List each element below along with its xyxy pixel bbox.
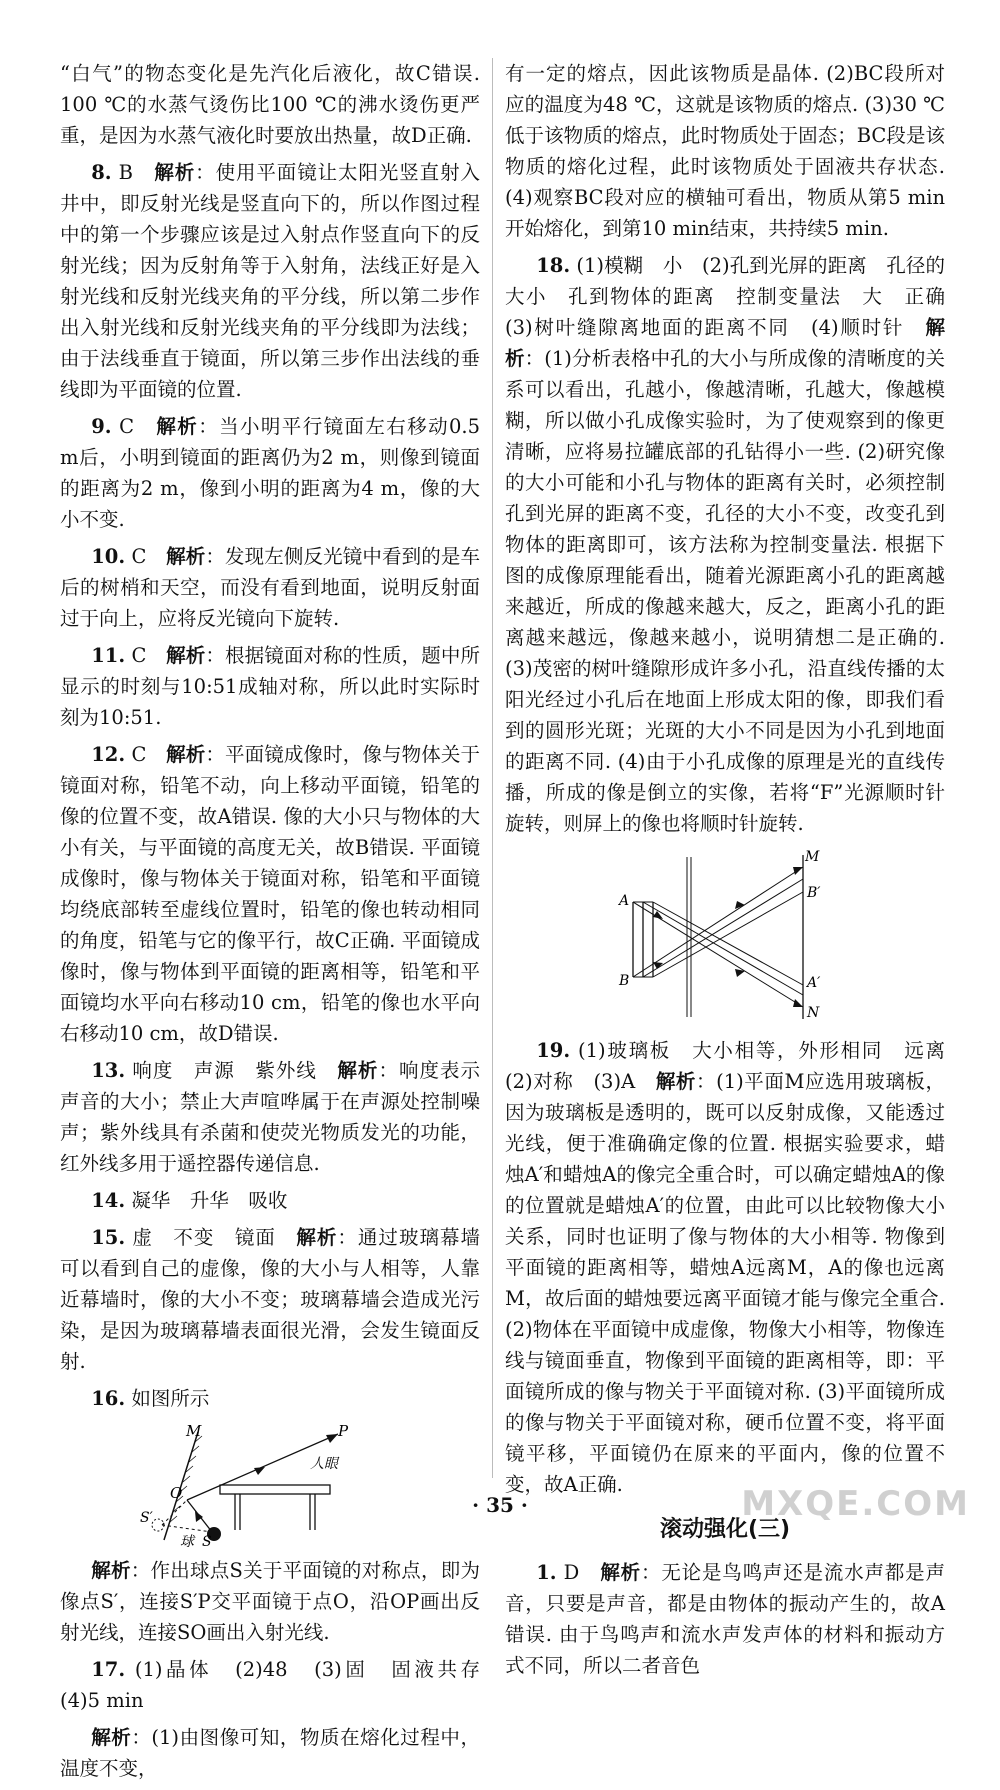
- analysis-label: 解析: [91, 1726, 132, 1749]
- q-number: 15.: [91, 1226, 126, 1249]
- answer-19: [505, 1035, 965, 1500]
- answer-15: [60, 1222, 480, 1377]
- analysis-text: ：通过玻璃幕墙可以看到自己的虚像，像的大小与人相等，人靠近幕墙时，像的大小不变；玻璃幕墙会造成光污染，是因为玻璃幕墙表面很光滑，会发生镜面反射.: [60, 1226, 480, 1373]
- q-answer: C: [131, 743, 147, 766]
- continued-paragraph: 有一定的熔点，因此该物质是晶体. (2)BC段所对应的温度为48 ℃，这就是该物质的熔点. (3)30 ℃低于该物质的熔点，此时物质处于固态；BC段是该物质的熔化过程，此时该物质处于固液共存状态. (4)观察BC段对应的横轴可看出，物质从第5 min开始熔化，到第10 min结束，共持续5 min.: [505, 62, 946, 240]
- analysis-label: 解析: [655, 1070, 696, 1093]
- q-answer: 响度 声源 紫外线: [132, 1059, 317, 1082]
- answer-9: [60, 411, 480, 535]
- analysis-text: ：(1)平面M应选用玻璃板，因为玻璃板是透明的，既可以反射成像，又能透过光线，便于准确确定像的位置. 根据实验要求，蜡烛A′和蜡烛A的像完全重合时，可以确定蜡烛A的像的位置就是蜡烛A′的位置，由此可以比较物像大小关系，同时也证明了像与物体的大小相等. 物像到平面镜的距离相等，蜡烛A远离M，A的像也远离M，故后面的蜡烛要远离平面镜才能与像完全重合. (2)物体在平面镜中成虚像，物像大小相等，物像连线与镜面垂直，物像到平面镜的距离相等，即：平面镜所成的像与物关于平面镜对称. (3)平面镜所成的像与物关于平面镜对称，硬币位置不变，将平面镜平移，平面镜仍在原来的平面内，像的位置不变，故A正确.: [505, 1070, 945, 1496]
- symmetry-line: [162, 1525, 212, 1532]
- intro-paragraph: “白气”的物态变化是先汽化后液化，故C错误. 100 ℃的水蒸气烫伤比100 ℃的沸水烫伤更严重，是因为水蒸气液化时要放出热量，故D正确.: [60, 62, 480, 147]
- label-O: O: [170, 1484, 183, 1502]
- label-B: B: [619, 973, 630, 989]
- q-number: 17.: [91, 1658, 126, 1681]
- label-A-prime: A′: [807, 975, 821, 991]
- answer-17: [60, 1654, 500, 1716]
- label-S: S: [202, 1534, 212, 1547]
- analysis-label: 解析: [600, 1561, 641, 1584]
- q-answer: (1)晶体 (2)48 (3)固 固液共存 (4)5 min: [60, 1658, 500, 1712]
- pinhole-figure: [615, 847, 835, 1027]
- q-number: 14.: [91, 1189, 126, 1212]
- q-number: 12.: [91, 743, 126, 766]
- mirror-reflection-figure: [140, 1422, 400, 1547]
- label-S-prime: S′: [140, 1510, 153, 1526]
- reflected-ray-arrowhead: [326, 1434, 338, 1443]
- section-title: 滚动强化(三): [659, 1517, 791, 1542]
- analysis-text: ：根据镜面对称的性质，题中所显示的时刻与10:51成轴对称，所以此时实际时刻为10:51.: [60, 644, 480, 729]
- right-column: [505, 58, 965, 1687]
- q-number: 19.: [536, 1039, 571, 1062]
- q-number: 9.: [91, 415, 112, 438]
- q-answer: (1)玻璃板 大小相等，外形相同 远离 (2)对称 (3)A: [505, 1039, 965, 1093]
- answer-10: [60, 541, 480, 634]
- page-number: · 35 ·: [472, 1493, 528, 1517]
- label-P: P: [338, 1422, 349, 1440]
- label-B-prime: B′: [807, 885, 821, 901]
- answer-8: [60, 157, 480, 405]
- analysis-label: 解析: [337, 1059, 379, 1082]
- answer-12: [60, 739, 480, 1049]
- ray-arrowheads: [653, 867, 803, 1007]
- analysis-text: ：(1)分析表格中孔的大小与所成像的清晰度的关系可以看出，孔越小，像越清晰，孔越大，像越模糊，所以做小孔成像实验时，为了使观察到的像更清晰，应将易拉罐底部的孔钻得小一些. (2)研究像的大小可能和小孔与物体的距离有关时，必须控制孔到光屏的距离不变，孔径的大小不变，改变孔到物体的距离即可，该方法称为控制变量法. 根据下图的成像原理能看出，随着光源距离小孔的距离越来越近，所成的像越来越大，反之，距离小孔的距离越来越远，像越来越小，说明猜想二是正确的. (3)茂密的树叶缝隙形成许多小孔，沿直线传播的太阳光经过小孔后在地面上形成太阳的像，即我们看到的圆形光斑；光斑的大小不同是因为小孔到地面的距离不同. (4)由于小孔成像的原理是光的直线传播，所成的像是倒立的实像，若将“F”光源顺时针旋转，则屏上的像也将顺时针旋转.: [505, 347, 945, 835]
- q-answer: 如图所示: [131, 1387, 210, 1410]
- label-A: A: [619, 893, 630, 909]
- analysis-label: 解析: [166, 545, 206, 568]
- analysis-text: ：当小明平行镜面左右移动0.5 m后，小明到镜面的距离仍为2 m，则像到镜面的距离为2 m，像到小明的距离为4 m，像的大小不变.: [60, 415, 481, 531]
- label-M: M: [805, 849, 820, 865]
- analysis-text: ：发现左侧反光镜中看到的是车后的树梢和天空，而没有看到地面，说明反射面过于向上，应将反光镜向下旋转.: [60, 545, 480, 630]
- analysis-label: 解析: [166, 743, 206, 766]
- analysis-label: 解析: [156, 415, 199, 438]
- analysis-text: ：(1)由图像可知，物质在熔化过程中，温度不变，: [60, 1726, 480, 1780]
- answer-16: [60, 1383, 480, 1414]
- analysis-label: 解析: [505, 316, 945, 370]
- q-answer: 虚 不变 镜面: [132, 1226, 276, 1249]
- label-eye: 人眼: [310, 1456, 338, 1472]
- analysis-text: ：作出球点S关于平面镜的对称点，即为像点S′，连接S′P交平面镜于点O，沿OP画出反射光线，连接SO画出入射光线.: [60, 1559, 480, 1644]
- answer-18: [505, 250, 965, 839]
- analysis-text: ：使用平面镜让太阳光竖直射入井中，即反射光线是竖直向下的，所以作图过程中的第一个步骤应该是过入射点作竖直向下的反射光线；因为反射角等于入射角，法线正好是入射光线和反射光线夹角的平分线，所以第二步作出入射光线和反射光线夹角的平分线即为法线；由于法线垂直于镜面，所以第三步作出法线的垂线即为平面镜的位置.: [60, 161, 480, 401]
- q-number: 11.: [91, 644, 126, 667]
- label-N: N: [807, 1005, 820, 1021]
- answer-14: [60, 1185, 480, 1216]
- q-number: 16.: [91, 1387, 126, 1410]
- analysis-label: 解析: [154, 161, 196, 184]
- answer-16-analysis: [60, 1555, 480, 1648]
- analysis-label: 解析: [91, 1559, 131, 1582]
- q-answer: 凝华 升华 吸收: [131, 1189, 288, 1212]
- q-answer: C: [131, 644, 147, 667]
- column-divider: [492, 58, 493, 1478]
- analysis-text: ：平面镜成像时，像与物体关于镜面对称，铅笔不动，向上移动平面镜，铅笔的像的位置不变，故A错误. 像的大小只与物体的大小有关，与平面镜的高度无关，故B错误. 平面镜成像时，像与物体关于镜面对称，铅笔和平面镜均绕底部转至虚线位置时，铅笔的像也转动相同的角度，铅笔与它的像平行，故C正确. 平面镜成像时，像与物体到平面镜的距离相等，铅笔和平面镜均水平向右移动10 cm，铅笔的像也水平向右移动10 cm，故D错误.: [60, 743, 480, 1045]
- q-answer: D: [563, 1561, 580, 1584]
- analysis-label: 解析: [166, 644, 206, 667]
- answer-17-analysis: [60, 1722, 480, 1784]
- q-number: 8.: [91, 161, 112, 184]
- section-answer-1: [505, 1557, 945, 1681]
- q-number: 1.: [536, 1561, 557, 1584]
- analysis-label: 解析: [296, 1226, 338, 1249]
- q-answer: C: [119, 415, 135, 438]
- reflected-ray-arrowhead: [254, 1467, 265, 1475]
- q-number: 13.: [91, 1059, 126, 1082]
- watermark-logo: MXQE.COM: [741, 1484, 970, 1524]
- label-M: M: [186, 1422, 202, 1440]
- answer-11: [60, 640, 480, 733]
- analysis-text: ：响度表示声音的大小；禁止大声喧哗属于在声源处控制噪声；紫外线具有杀菌和使荧光物质发光的功能，红外线多用于遥控器传递信息.: [60, 1059, 480, 1175]
- q-number: 18.: [536, 254, 571, 277]
- analysis-text: ：无论是鸟鸣声还是流水声都是声音，只要是声音，都是由物体的振动产生的，故A错误. 由于鸟鸣声和流水声发声体的材料和振动方式不同，所以二者音色: [505, 1561, 945, 1677]
- q-answer: C: [131, 545, 147, 568]
- light-rays: [633, 867, 803, 1007]
- q-number: 10.: [91, 545, 126, 568]
- label-ball: 球: [180, 1534, 194, 1547]
- q-answer: (1)模糊 小 (2)孔到光屏的距离 孔径的大小 孔到物体的距离 控制变量法 大 正确 (3)树叶缝隙离地面的距离不同 (4)顺时针: [505, 254, 965, 339]
- answer-13: [60, 1055, 480, 1179]
- q-answer: B: [118, 161, 133, 184]
